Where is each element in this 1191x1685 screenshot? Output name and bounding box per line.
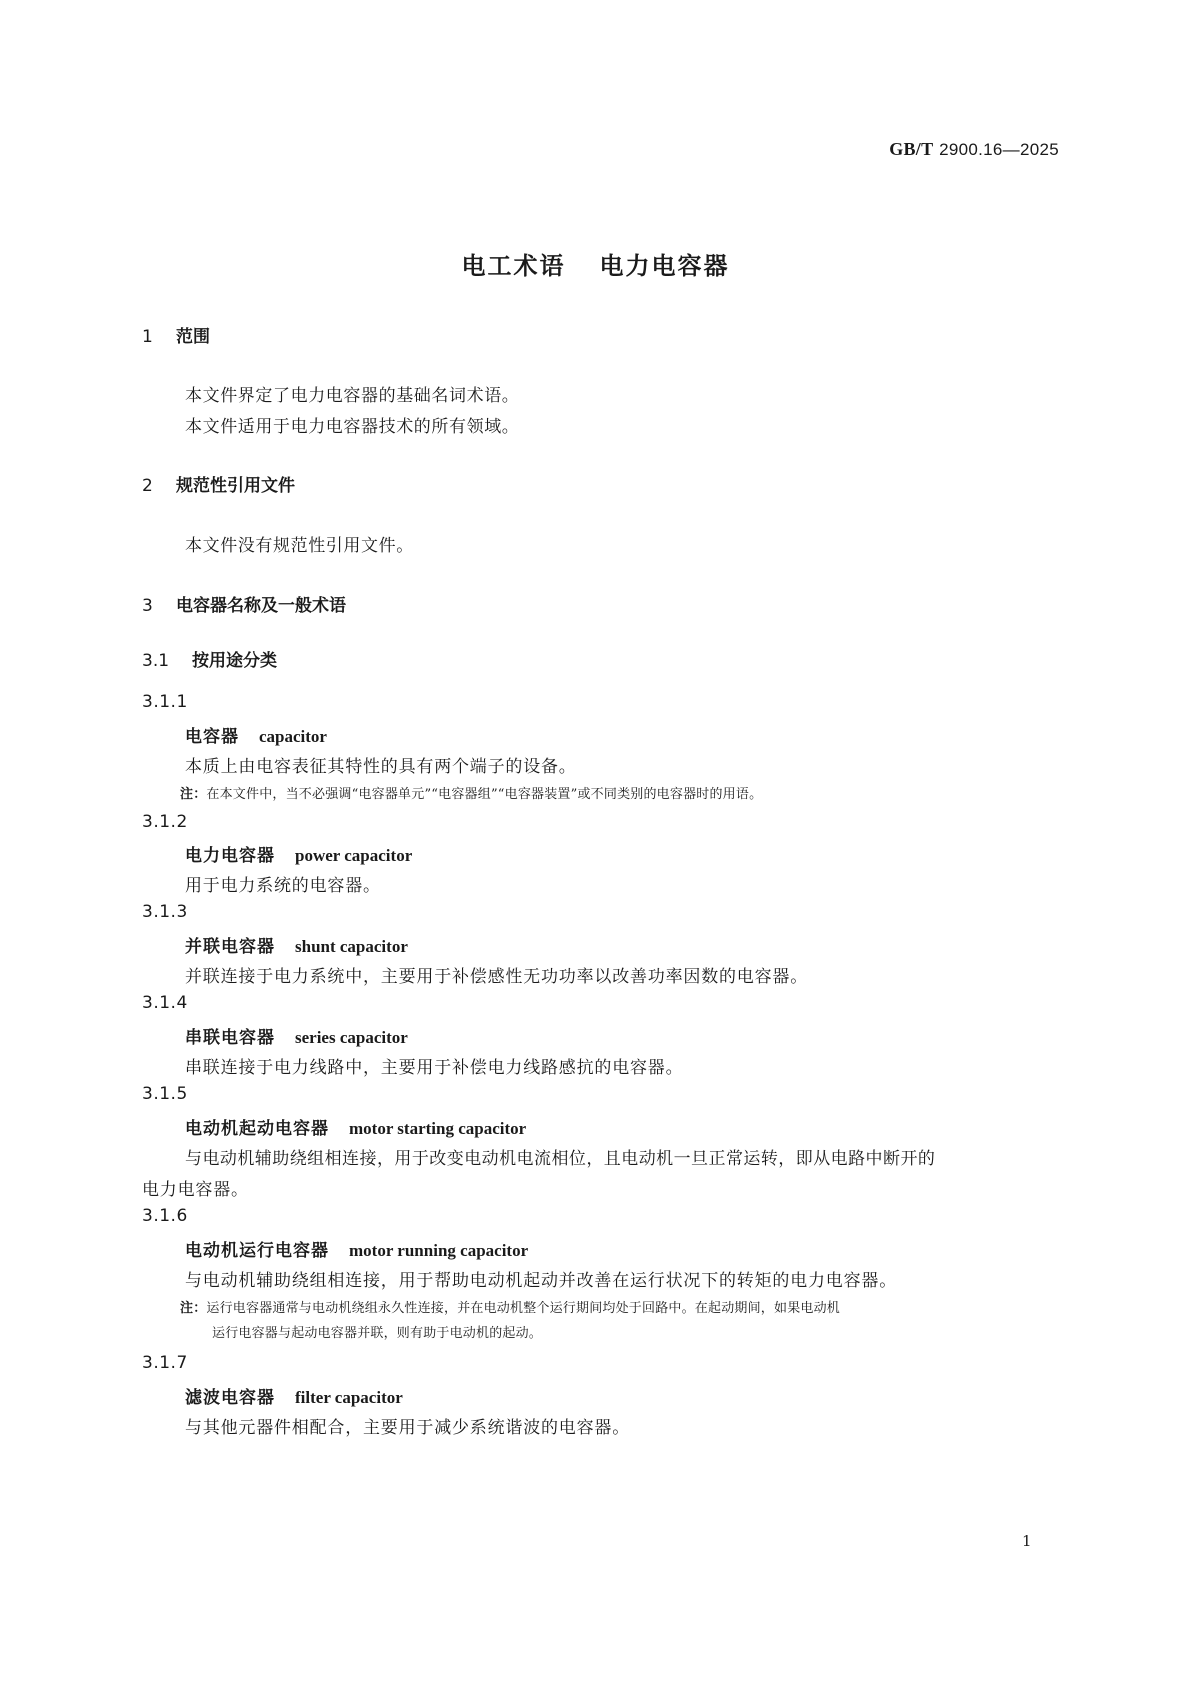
term-number: 3.1.7 (142, 1353, 188, 1373)
term-zh: 并联电容器 (185, 937, 275, 957)
term-zh: 滤波电容器 (185, 1388, 275, 1408)
term-heading (185, 1023, 408, 1048)
term-definition: 并联连接于电力系统中，主要用于补偿感性无功功率以改善功率因数的电容器。 (185, 967, 808, 987)
term-definition: 用于电力系统的电容器。 (185, 876, 381, 896)
term-note (180, 1297, 840, 1316)
term-definition: 与其他元器件相配合，主要用于减少系统谐波的电容器。 (185, 1418, 630, 1438)
section-heading (142, 591, 346, 616)
section-heading (142, 322, 210, 347)
term-note (180, 783, 762, 802)
term-definition: 与电动机辅助绕组相连接，用于帮助电动机起动并改善在运行状况下的转矩的电力电容器。 (185, 1271, 897, 1291)
note-label: 注： (180, 1301, 207, 1316)
term-zh: 串联电容器 (185, 1028, 275, 1048)
standard-prefix: GB/T (889, 139, 934, 159)
standard-code (889, 139, 1059, 160)
section-number: 3 (142, 596, 153, 616)
document-title (0, 246, 1191, 281)
section-number: 1 (142, 327, 153, 347)
note-text: 运行电容器通常与电动机绕组永久性连接，并在电动机整个运行期间均处于回路中。在起动期间，如果电动机 (206, 1301, 841, 1316)
note-label: 注： (180, 787, 207, 802)
note-text: 在本文件中，当不必强调“电容器单元”“电容器组”“电容器装置”或不同类别的电容器时的用语。 (206, 787, 763, 802)
term-definition-continued: 电力电容器。 (142, 1180, 249, 1200)
term-en: motor running capacitor (349, 1241, 529, 1260)
term-en: shunt capacitor (295, 937, 408, 956)
term-en: series capacitor (295, 1028, 408, 1047)
term-number: 3.1.3 (142, 902, 188, 922)
standard-number: 2900.16—2025 (939, 140, 1059, 159)
term-zh: 电动机运行电容器 (185, 1241, 329, 1261)
subsection-title: 按用途分类 (192, 651, 277, 671)
term-en: motor starting capacitor (349, 1119, 527, 1138)
section-title: 电容器名称及一般术语 (176, 596, 346, 616)
term-heading (185, 722, 327, 747)
paragraph: 本文件界定了电力电容器的基础名词术语。 (185, 386, 520, 406)
term-number: 3.1.1 (142, 692, 188, 712)
term-number: 3.1.2 (142, 812, 188, 832)
title-part-2: 电力电容器 (599, 252, 730, 280)
term-heading (185, 932, 408, 957)
term-heading (185, 841, 412, 866)
term-en: filter capacitor (295, 1388, 403, 1407)
term-definition: 与电动机辅助绕组相连接，用于改变电动机电流相位，且电动机一旦正常运转，即从电路中断开的 (185, 1149, 936, 1169)
subsection-heading (142, 646, 277, 671)
term-number: 3.1.5 (142, 1084, 188, 1104)
term-zh: 电容器 (185, 727, 239, 747)
section-heading (142, 471, 295, 496)
section-title: 规范性引用文件 (176, 476, 295, 496)
term-definition: 串联连接于电力线路中，主要用于补偿电力线路感抗的电容器。 (185, 1058, 684, 1078)
term-number: 3.1.4 (142, 993, 188, 1013)
term-heading (185, 1114, 526, 1139)
term-heading (185, 1383, 403, 1408)
term-number: 3.1.6 (142, 1206, 188, 1226)
title-part-1: 电工术语 (461, 252, 566, 280)
section-title: 范围 (176, 327, 210, 347)
term-zh: 电动机起动电容器 (185, 1119, 329, 1139)
paragraph: 本文件适用于电力电容器技术的所有领域。 (185, 417, 520, 437)
subsection-number: 3.1 (142, 651, 170, 671)
term-definition: 本质上由电容表征其特性的具有两个端子的设备。 (185, 757, 577, 777)
term-en: capacitor (259, 727, 327, 746)
term-zh: 电力电容器 (185, 846, 275, 866)
paragraph: 本文件没有规范性引用文件。 (185, 536, 414, 556)
term-heading (185, 1236, 528, 1261)
page-number: 1 (1022, 1532, 1032, 1550)
section-number: 2 (142, 476, 153, 496)
term-note-continued: 运行电容器与起动电容器并联，则有助于电动机的起动。 (212, 1326, 543, 1341)
term-en: power capacitor (295, 846, 413, 865)
